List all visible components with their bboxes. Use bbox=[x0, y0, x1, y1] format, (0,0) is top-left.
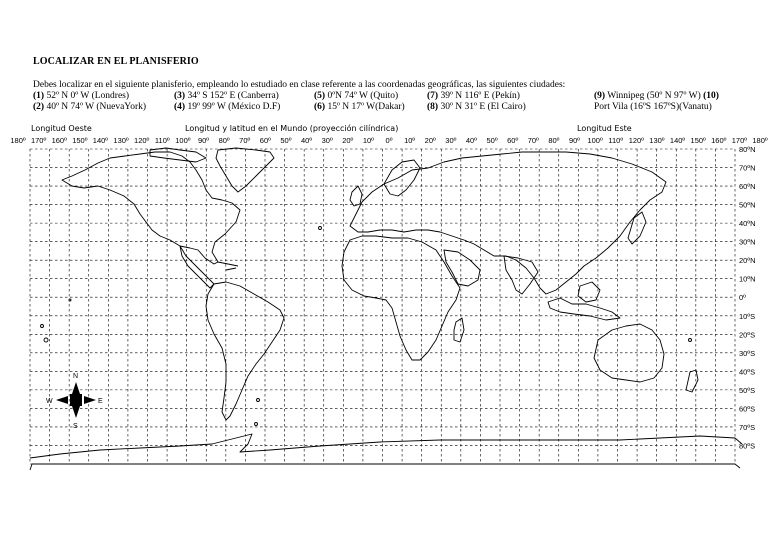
page-title: LOCALIZAR EN EL PLANISFERIO bbox=[33, 56, 199, 67]
longitude-tick-label: 150º bbox=[72, 136, 88, 145]
japan-outline bbox=[628, 212, 646, 244]
latitude-tick-label: 10ºS bbox=[739, 311, 756, 321]
longitude-tick-label: 30º bbox=[445, 136, 457, 145]
longitude-tick-label: 120º bbox=[628, 136, 644, 145]
instructions-text: Debes localizar en el siguiente planisferio, empleando lo estudiado en clase referente a las coordenadas geográficas, las siguientes ciudades: bbox=[33, 80, 566, 90]
longitude-tick-label: 180º bbox=[752, 136, 768, 145]
east-longitude-label: Longitud Este bbox=[577, 124, 632, 133]
compass-east-label: E bbox=[98, 398, 103, 405]
city-item: (5) 0ºN 74º W (Quito) bbox=[314, 91, 399, 101]
longitude-tick-label: 100º bbox=[175, 136, 191, 145]
latitude-tick-label: 80ºS bbox=[739, 441, 756, 451]
latitude-tick-label: 30ºS bbox=[739, 348, 756, 358]
city-item: (6) 15º N 17º W(Dakar) bbox=[314, 102, 405, 112]
longitude-tick-label: 60º bbox=[259, 136, 271, 145]
latitude-tick-label: 20ºS bbox=[739, 330, 756, 340]
city-item: (3) 34º S 152º E (Canberra) bbox=[174, 91, 279, 101]
island bbox=[257, 399, 260, 402]
longitude-tick-label: 130º bbox=[649, 136, 665, 145]
borneo-outline bbox=[578, 282, 600, 302]
longitude-labels bbox=[10, 136, 768, 145]
longitude-tick-label: 110º bbox=[608, 136, 624, 145]
longitude-tick-label: 170º bbox=[731, 136, 748, 145]
longitude-tick-label: 70º bbox=[239, 136, 251, 145]
longitude-tick-label: 170º bbox=[30, 136, 47, 145]
longitude-tick-label: 160º bbox=[711, 136, 727, 145]
latitude-tick-label: 30ºN bbox=[739, 237, 756, 247]
island bbox=[41, 325, 44, 328]
latitude-tick-label: 20ºN bbox=[739, 256, 756, 266]
longitude-tick-label: 70º bbox=[527, 136, 539, 145]
city-item: (8) 30º N 31º E (El Cairo) bbox=[427, 102, 526, 112]
city-item: (7) 39º N 116º E (Pekín) bbox=[427, 91, 520, 101]
australia-outline bbox=[594, 324, 664, 382]
india-outline bbox=[504, 256, 538, 294]
north-america-outline bbox=[62, 152, 240, 264]
compass-north-label: N bbox=[73, 373, 79, 380]
city-item: (9) Winnipeg (50º N 97º W) (10) bbox=[594, 91, 719, 101]
compass-south-label: S bbox=[73, 423, 78, 430]
continents bbox=[30, 148, 742, 470]
africa-outline bbox=[342, 236, 460, 360]
antarctica-outline bbox=[30, 434, 742, 458]
coordinate-grid bbox=[30, 149, 735, 464]
central-america-outline bbox=[180, 246, 214, 288]
longitude-tick-label: 20º bbox=[342, 136, 354, 145]
longitude-tick-label: 0º bbox=[385, 136, 393, 145]
latitude-labels bbox=[739, 145, 756, 450]
city-item: (2) 40º N 74º W (NuevaYork) bbox=[33, 102, 147, 112]
map-bottom-edge bbox=[30, 464, 740, 470]
latitude-tick-label: 70ºS bbox=[739, 422, 756, 432]
longitude-tick-label: 140º bbox=[92, 136, 109, 145]
west-longitude-label: Longitud Oeste bbox=[31, 124, 92, 133]
island bbox=[255, 423, 258, 426]
latitude-tick-label: 0º bbox=[739, 293, 746, 303]
latitude-tick-label: 10ºN bbox=[739, 274, 756, 284]
latitude-tick-label: 50ºS bbox=[739, 385, 756, 395]
compass-rose-icon bbox=[46, 373, 103, 430]
longitude-tick-label: 40º bbox=[465, 136, 477, 145]
british-isles-outline bbox=[350, 186, 362, 206]
map-title: Longitud y latitud en el Mundo (proyección cilíndrica) bbox=[185, 124, 399, 133]
new-zealand-outline bbox=[686, 370, 698, 392]
longitude-tick-label: 140º bbox=[669, 136, 686, 145]
latitude-tick-label: 40ºS bbox=[739, 367, 756, 377]
longitude-tick-label: 100º bbox=[587, 136, 603, 145]
arabia-outline bbox=[444, 250, 480, 286]
south-america-outline bbox=[206, 282, 284, 420]
latitude-tick-label: 70ºN bbox=[739, 163, 756, 173]
city-item: (1) 52º N 0º W (Londres) bbox=[33, 91, 130, 101]
island bbox=[689, 339, 692, 342]
longitude-tick-label: 40º bbox=[301, 136, 313, 145]
longitude-tick-label: 80º bbox=[548, 136, 560, 145]
latitude-tick-label: 50ºN bbox=[739, 200, 756, 210]
longitude-tick-label: 180º bbox=[10, 136, 26, 145]
longitude-tick-label: 50º bbox=[486, 136, 498, 145]
longitude-tick-label: 130º bbox=[113, 136, 129, 145]
latitude-tick-label: 80ºN bbox=[739, 145, 756, 154]
longitude-tick-label: 110º bbox=[154, 136, 170, 145]
caribbean-islands-outline bbox=[218, 262, 238, 270]
longitude-tick-label: 80º bbox=[218, 136, 230, 145]
longitude-tick-label: 150º bbox=[690, 136, 706, 145]
longitude-tick-label: 20º bbox=[424, 136, 436, 145]
longitude-tick-label: 120º bbox=[134, 136, 150, 145]
compass-west-label: W bbox=[46, 398, 53, 405]
island bbox=[44, 338, 48, 342]
island bbox=[69, 299, 71, 301]
latitude-tick-label: 60ºS bbox=[739, 404, 756, 414]
latitude-tick-label: 60ºN bbox=[739, 182, 756, 192]
longitude-tick-label: 50º bbox=[280, 136, 292, 145]
longitude-tick-label: 90º bbox=[568, 136, 581, 145]
island bbox=[319, 227, 322, 230]
longitude-tick-label: 10º bbox=[404, 136, 416, 145]
longitude-tick-label: 10º bbox=[362, 136, 374, 145]
longitude-tick-label: 90º bbox=[197, 136, 210, 145]
longitude-tick-label: 160º bbox=[51, 136, 67, 145]
longitude-tick-label: 60º bbox=[507, 136, 519, 145]
city-item: Port Vila (16ºS 167ºS)(Vanatu) bbox=[594, 102, 712, 112]
latitude-tick-label: 40ºN bbox=[739, 219, 756, 229]
madagascar-outline bbox=[454, 318, 464, 342]
longitude-tick-label: 30º bbox=[321, 136, 333, 145]
city-item: (4) 19º 99º W (México D.F) bbox=[174, 102, 281, 112]
